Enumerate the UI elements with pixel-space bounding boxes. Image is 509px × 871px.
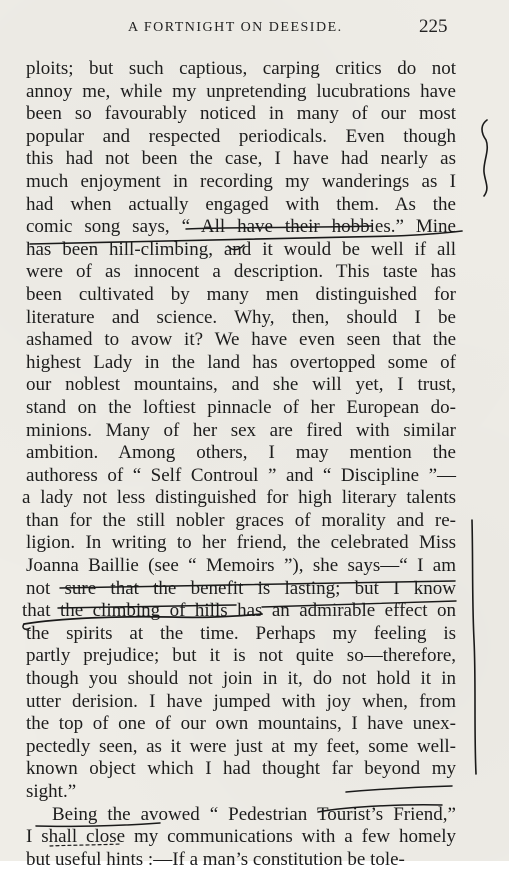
- text-line: but useful hints :—If a man’s constitution be tole-: [26, 848, 405, 870]
- text-line: authoress of “ Self Controul ” and “ Discipline ”—: [26, 464, 456, 486]
- text-line: pectedly seen, as it were just at my feet, some well-: [26, 735, 456, 757]
- text-line: not sure that the benefit is lasting; but I know: [26, 577, 456, 599]
- text-line: Being the avowed “ Pedestrian Tourist’s Friend,”: [52, 803, 456, 825]
- text-line: sight.”: [26, 781, 77, 802]
- text-line: ligion. In writing to her friend, the celebrated Miss: [26, 532, 456, 554]
- text-line: Joanna Baillie (see “ Memoirs ”), she says—“ I am: [26, 555, 456, 577]
- text-line: were of as innocent a description. This taste has: [26, 261, 456, 283]
- text-line: ploits; but such captious, carping critics do not: [26, 58, 456, 79]
- text-line: though you should not join in it, do not hold it in: [26, 668, 456, 690]
- text-line: annoy me, while my unpretending lucubrations have: [26, 80, 456, 102]
- page-number: 225: [419, 16, 448, 37]
- text-line: been so favourably noticed in many of our most: [26, 103, 456, 125]
- text-line: our noblest mountains, and she will yet, I trust,: [26, 374, 456, 396]
- text-line: has been hill-climbing, and it would be well if all: [26, 238, 456, 260]
- body-text: [22, 58, 456, 871]
- text-line: popular and respected periodicals. Even though: [26, 125, 456, 147]
- text-line: been cultivated by many men distinguished for: [26, 283, 456, 305]
- text-line: known object which I had thought far beyond my: [26, 758, 456, 780]
- text-line: had when actually engaged with them. As the: [26, 193, 456, 215]
- running-title: A FORTNIGHT ON DEESIDE.: [128, 20, 343, 35]
- margin-line-lower: [472, 520, 476, 774]
- text-line: stand on the loftiest pinnacle of her European do-: [26, 396, 456, 418]
- text-line: much enjoyment in recording my wanderings as I: [26, 170, 456, 192]
- running-header: [0, 14, 509, 44]
- text-line: I shall close my communications with a few homely: [26, 826, 456, 848]
- text-line: comic song says, “ All have their hobbies.” Mine: [26, 216, 456, 238]
- margin-bracket-upper: [482, 120, 487, 196]
- text-line: the top of one of our own mountains, I have unex-: [26, 713, 456, 735]
- text-line: that the climbing of hills has an admirable effect on: [22, 600, 456, 622]
- text-line: a lady not less distinguished for high literary talents: [22, 487, 456, 509]
- text-line: literature and science. Why, then, should I be: [26, 306, 456, 328]
- text-line: highest Lady in the land has overtopped some of: [26, 351, 456, 373]
- text-line: ambition. Among others, I may mention the: [26, 442, 456, 464]
- text-line: the spirits at the time. Perhaps my feeling is: [26, 622, 456, 644]
- text-line: this had not been the case, I have had nearly as: [26, 148, 456, 170]
- text-line: ashamed to avow it? We have even seen that the: [26, 329, 456, 351]
- text-line: partly prejudice; but it is not quite so—therefore,: [26, 645, 456, 667]
- text-line: minions. Many of her sex are fired with similar: [26, 419, 456, 441]
- text-line: utter derision. I have jumped with joy when, from: [26, 690, 456, 712]
- text-line: than for the still nobler graces of morality and re-: [26, 509, 456, 531]
